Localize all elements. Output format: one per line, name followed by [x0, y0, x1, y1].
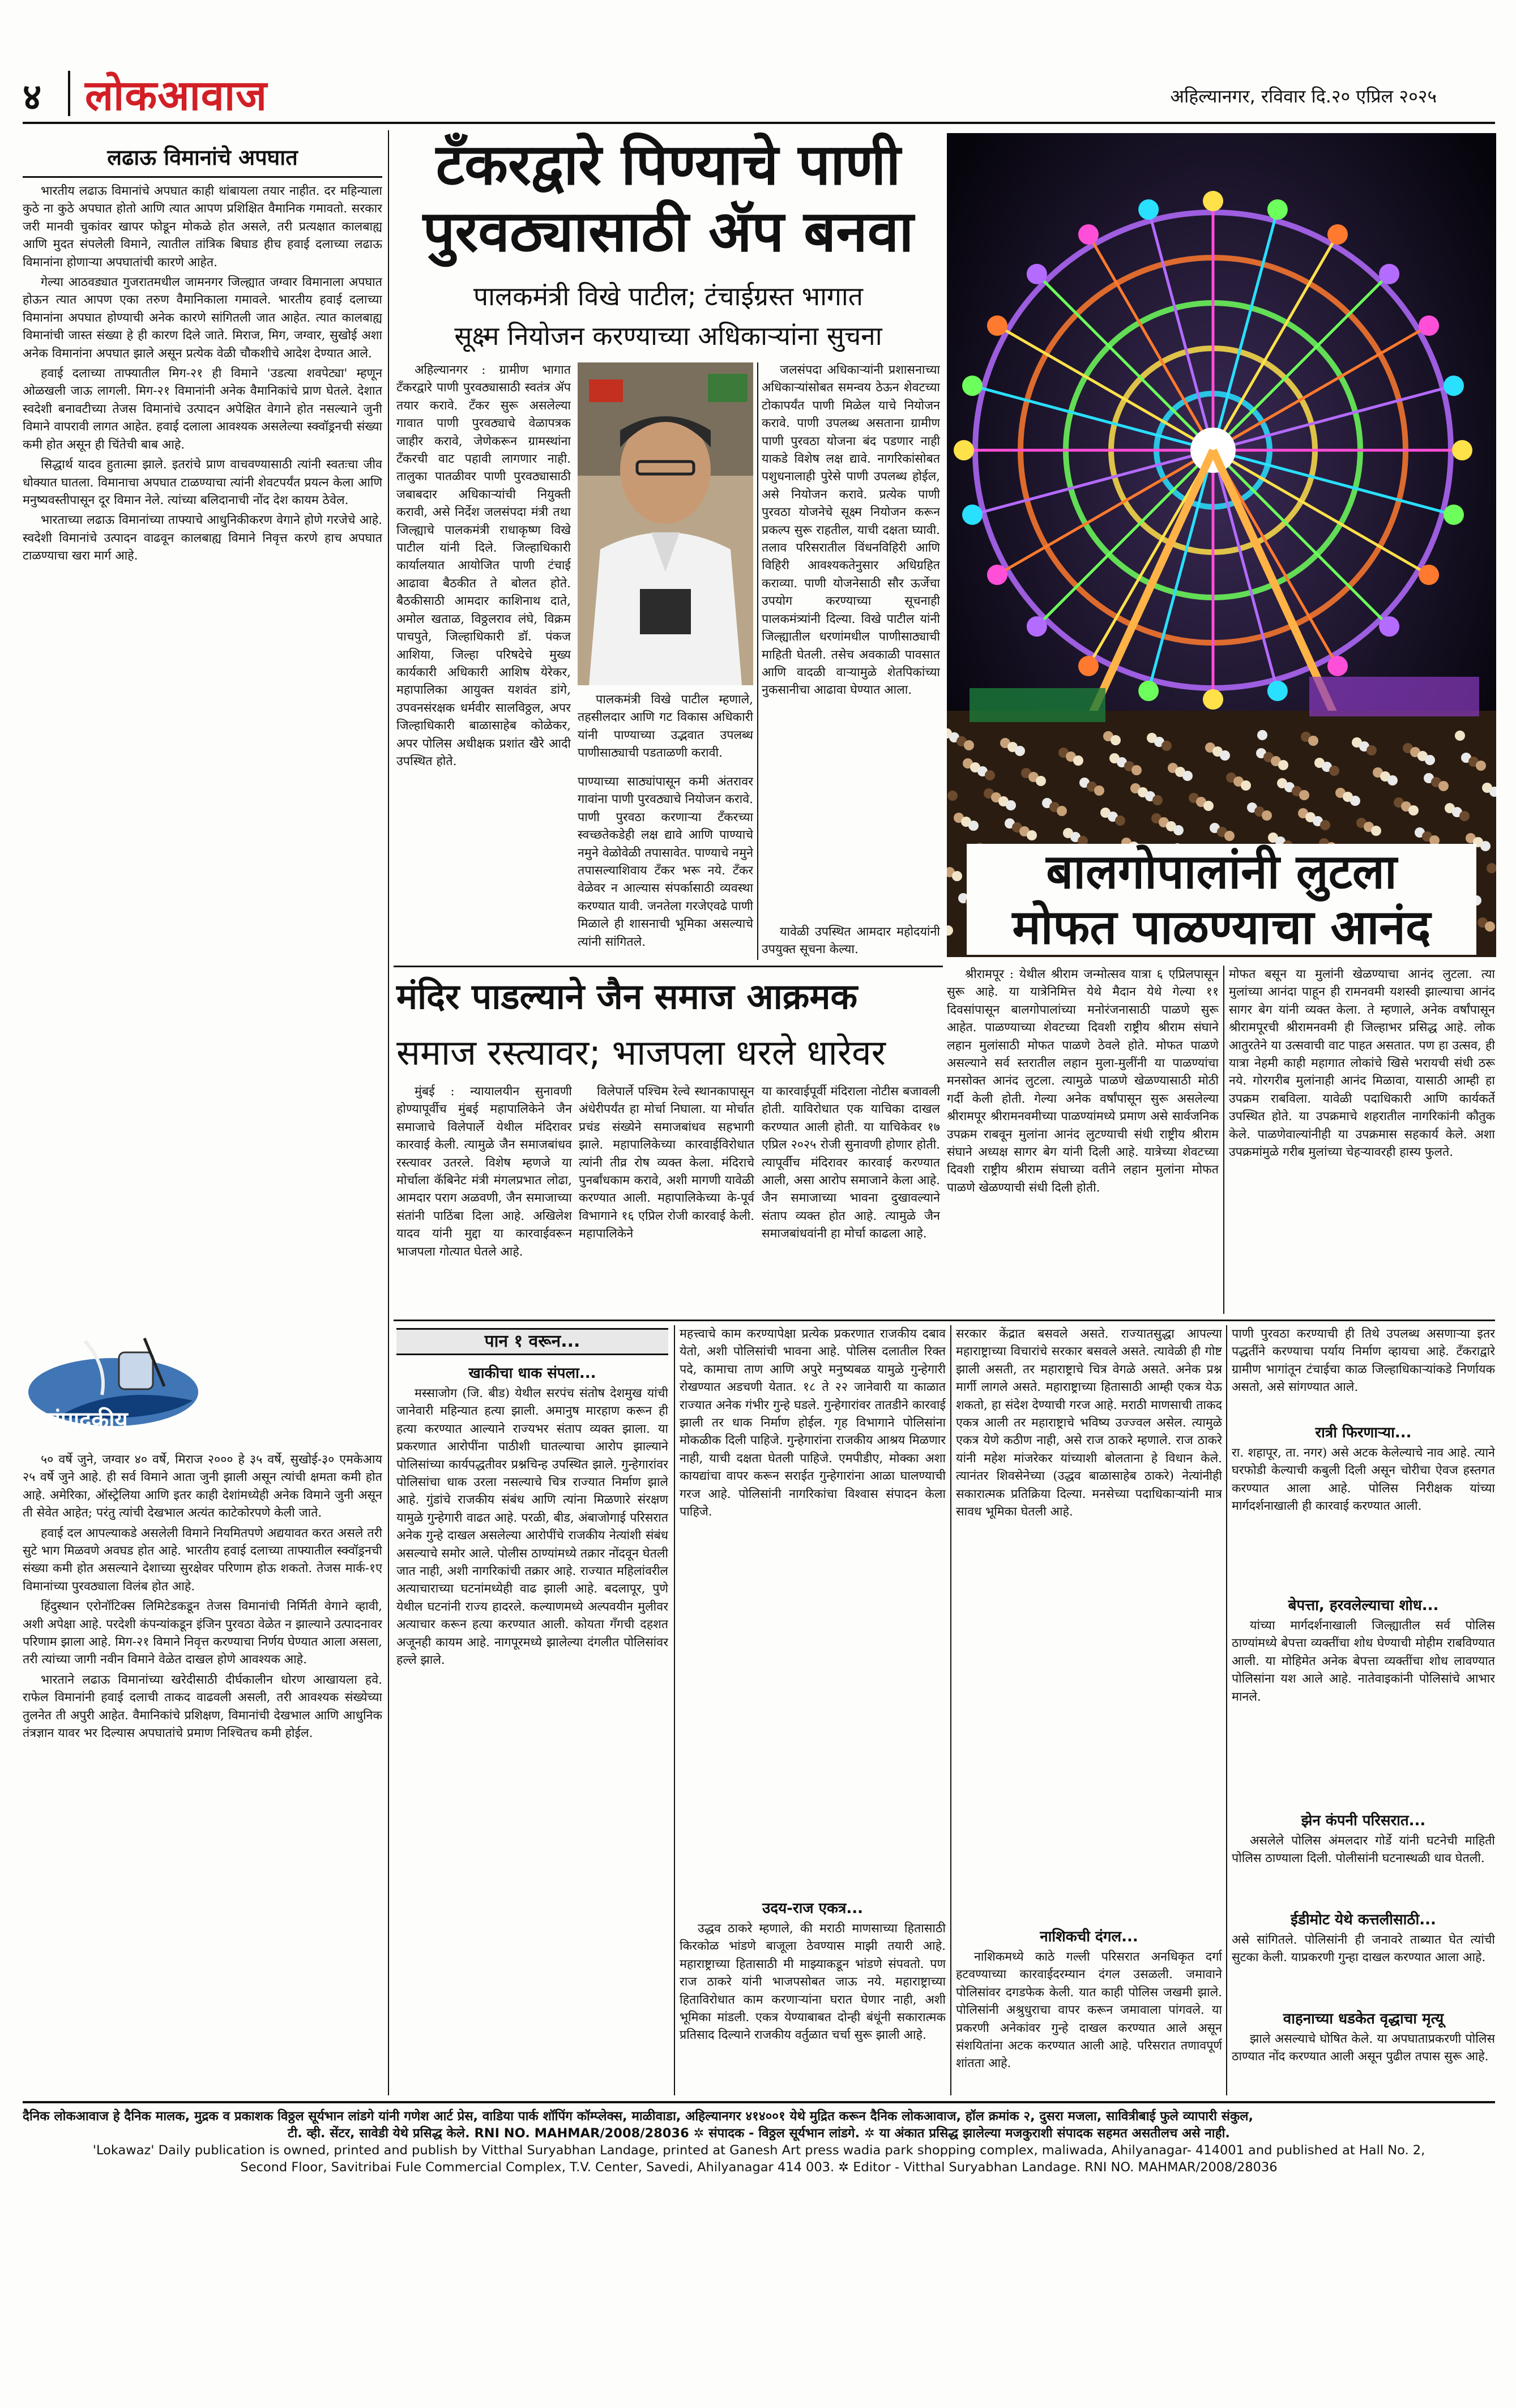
paragraph: हवाई दलाच्या ताफ्यातील मिग-२१ ही विमाने 'उडत्या शवपेट्या' म्हणून ओळखली जाऊ लागली. मिग-२१ विमानांनी अनेक वैमानिकांचे प्राण घेतले. देशात स्वदेशी बनावटीच्या तेजस विमानांचे उत्पादन अपेक्षित वेगाने होत नसल्याने जुनी विमाने वापरावी लागत आहेत. हवाई दलाला आवश्यक असलेल्या स्क्वॉड्रनची संख्या कमी होत असून ही चिंतेची बाब आहे.: [23, 366, 382, 452]
continued-col4b: रा. शहापूर, ता. नगर) असे अटक केलेल्याचे नाव आहे. त्याने घरफोडी केल्याची कबुली दिली असून चोरीचा ऐवज हस्तगत करण्यात आला आहे. पोलिस निरीक्षक यांच्या मार्गदर्शनाखाली ही कारवाई करण्यात आली.: [1232, 1446, 1495, 1514]
paragraph: गेल्या आठवड्यात गुजरातमधील जामनगर जिल्ह्यात जग्वार विमानाला अपघात होऊन त्यात आपण एका तरुण वैमानिकाला गमावले. भारतीय हवाई दलाच्या विमानांना अपघात होण्याची अनेक कारणे सांगितली जात आहेत. त्यात कालबाह्य विमानांची जास्त संख्या हे ही कारण दिले जाते. मिराज, मिग, जग्वार, सुखोई अशा अनेक विमानांना अपघात झाले असून प्रत्येक वेळी चौकशीचे आदेश देण्यात आले.: [23, 275, 382, 361]
continued-col4f: झाले असल्याचे घोषित केले. या अपघाताप्रकरणी पोलिस ठाण्यात नोंद करण्यात आली असून पुढील तपास सुरू आहे.: [1232, 2032, 1495, 2064]
fair-photo: [947, 133, 1496, 957]
editorial-logo: [23, 1333, 382, 1449]
main-article-col3-end: यावेळी उपस्थित आमदार महोदयांनी उपयुक्त सूचना केल्या.: [762, 925, 940, 957]
continued-col3: सरकार केंद्रात बसवले असते. राज्यातसुद्धा आपल्या महाराष्ट्राच्या विचारांचे सरकार बसवले असते. त्यावेळी ही गोष्ट झाली असती, तर महाराष्ट्राचे चित्र वेगळे असते. अनेक प्रश्न मार्गी लागले असते. महाराष्ट्राच्या हितासाठी आम्ही एकत्र येऊ शकतो, हा संदेश देण्याची गरज आहे. मराठी माणसाची ताकद एकत्र आली तर महाराष्ट्राचे भविष्य उज्ज्वल असेल. त्यामुळे एकत्र येणे कठीण नाही, असे राज ठाकरे म्हणाले. राज ठाकरे यांनी महेश मांजरेकर यांच्याशी बोलताना हे विधान केले. त्यानंतर शिवसेनेच्या (उद्धव बाळासाहेब ठाकरे) नेत्यांनीही सकारात्मक प्रतिक्रिया दिल्या. मनसेच्या पदाधिकाऱ्यांनी मात्र सावध भूमिका घेतली आहे.: [956, 1327, 1222, 1519]
paragraph: सिद्धार्थ यादव हुतात्मा झाले. इतरांचे प्राण वाचवण्यासाठी त्यांनी स्वतःचा जीव धोक्यात घातला. विमानाचा अपघात टाळण्याचा त्यांनी शेवटपर्यंत प्रयत्न केला आणि मनुष्यवस्तीपासून दूर विमान नेले. त्यांच्या बलिदानाची नोंद देश कायम ठेवेल.: [23, 458, 382, 507]
page-number: ४: [23, 76, 42, 118]
footer: [23, 2108, 1495, 2184]
continued-col2: महत्त्वाचे काम करण्यापेक्षा प्रत्येक प्रकरणात राजकीय दबाव येतो, अशी पोलिसांची भावना आहे. पोलिस दलातील रिक्त पदे, कामाचा ताण आणि अपुरे मनुष्यबळ यामुळे गुन्हेगारी रोखण्यात अडचणी येतात. १८ ते २२ जानेवारी या काळात राज्यात अनेक गंभीर गुन्हे घडले. गुन्हेगारांवर तातडीने कारवाई झाली तर धाक निर्माण होईल. गृह विभागाने पोलिसांना मोकळीक दिली पाहिजे. गुन्हेगारांना राजकीय आश्रय मिळणार नाही, याची दक्षता घेतली पाहिजे. एमपीडीए, मोक्का अशा कायद्यांचा वापर करून सराईत गुन्हेगारांना आळा घालण्याची गरज आहे. पोलिसांनी नागरिकांचा विश्वास संपादन केला पाहिजे.: [680, 1327, 946, 1519]
continued-col4e: असे सांगितले. पोलिसांनी ही जनावरे ताब्यात घेत त्यांची सुटका केली. याप्रकरणी गुन्हा दाखल करण्यात आला आहे.: [1232, 1933, 1495, 1965]
jain-headline: मंदिर पाडल्याने जैन समाज आक्रमक: [396, 976, 858, 1017]
title-underline: [23, 176, 382, 178]
paragraph: भारताच्या लढाऊ विमानांच्या ताफ्याचे आधुनिकीकरण वेगाने होणे गरजेचे आहे. स्वदेशी विमानांचे उत्पादन वाढवून कालबाह्य विमाने निवृत्त करणे हाच अपघात टाळण्याचा खरा मार्ग आहे.: [23, 513, 382, 563]
continued-col2b: उद्धव ठाकरे म्हणाले, की मराठी माणसाच्या हितासाठी किरकोळ भांडणे बाजूला ठेवण्यास माझी तयारी आहे. महाराष्ट्राच्या हितासाठी मी माझ्याकडून भांडणे संपवतो. पण राज ठाकरे यांनी भाजपसोबत जाऊ नये. महाराष्ट्राच्या हिताविरोधात काम करणाऱ्यांना घरात घेणार नाही, अशी भूमिका मांडली. एकत्र येण्याबाबत दोन्ही बंधूंनी सकारात्मक प्रतिसाद दिल्याने राजकीय वर्तुळात चर्चा सुरू झाली आहे.: [680, 1922, 946, 2043]
newspaper-logo: लोकआवाज: [85, 71, 268, 120]
story8-title: वाहनाच्या धडकेत वृद्धाचा मृत्यू: [1283, 2010, 1444, 2027]
portrait-image: [578, 362, 753, 685]
jain-col1: मुंबई : न्यायालयीन सुनावणी होण्यापूर्वीच मुंबई महापालिकेने जैन समाजाचे विलेपार्ले येथील मंदिरावर कारवाई केली. त्यामुळे जैन समाजबांधव रस्त्यावर उतरले. विशेष म्हणजे या मोर्चाला कॅबिनेट मंत्री मंगलप्रभात लोढा, आमदार पराग अळवणी, जैन समाजाच्या संतांनी पाठिंबा दिला आहे. अखिलेश यादव यांनी मुद्दा या कारवाईवरून भाजपला गोत्यात घेतले आहे.: [396, 1085, 572, 1259]
story2-title: उदय-राज एकत्र...: [762, 1900, 863, 1917]
left-article-body-lower: [23, 1451, 382, 2119]
left-article-body: [23, 182, 382, 1329]
story7-title: ईडीमोट येथे कत्तलीसाठी...: [1291, 1911, 1436, 1928]
story6-title: झेन कंपनी परिसरात...: [1301, 1812, 1426, 1829]
footer-line3: 'Lokawaz' Daily publication is owned, printed and publish by Vitthal Suryabhan Landage, printed at Ganesh Art press wadia park shopping complex, maliwada, Ahilyanagar- 414001 and published at Hall No. 2,: [92, 2143, 1425, 2158]
minister-photo: [578, 362, 753, 685]
date-line: अहिल्यानगर, रविवार दि.२० एप्रिल २०२५: [1170, 86, 1437, 107]
main-subheadline-line2: सूक्ष्म नियोजन करण्याच्या अधिकाऱ्यांना सुचना: [454, 321, 882, 351]
footer-rule: [23, 2101, 1495, 2103]
balgopal-headline-line2: मोफत पाळण्याचा आनंद: [967, 899, 1476, 955]
column-divider-main: [757, 362, 758, 960]
main-subheadline-line1: पालकमंत्री विखे पाटील; टंचाईग्रस्त भागात: [473, 281, 864, 311]
ferris-wheel-image: [947, 133, 1496, 957]
header-divider-vertical: [68, 71, 70, 116]
footer-line1: दैनिक लोकआवाज हे दैनिक मालक, मुद्रक व प्रकाशक विठ्ठल सूर्यभान लांडगे यांनी गणेश आर्ट प्रेस, वाडिया पार्क शॉपिंग कॉम्प्लेक्स, माळीवाडा, अहिल्यानगर ४१४००१ येथे मुद्रित करून दैनिक लोकआवाज, हॉल क्रमांक २, दुसरा मजला, सावित्रीबाई फुले व्यापारी संकुल,: [23, 2109, 1254, 2124]
left-article: [23, 133, 382, 2095]
story1-title: खाकीचा धाक संपला...: [468, 1365, 596, 1382]
main-article-col3: जलसंपदा अधिकाऱ्यांनी प्रशासनाच्या अधिकाऱ्यांसोबत समन्वय ठेऊन शेवटच्या टोकापर्यंत पाणी मिळेल याचे नियोजन करावे. पाणी उपलब्ध असताना ग्रामीण पाणी पुरवठा योजना बंद पडणार नाही याकडे विशेष लक्ष द्यावे. नागरिकांसोबत पशुधनालाही पुरेसे पाणी उपलब्ध होईल, असे नियोजन करावे. प्रत्येक पाणी पुरवठा योजनेचे सूक्ष्म नियोजन करून प्रकल्प सुरू राहतील, याची दक्षता घ्यावी. तलाव परिसरातील विंधनविहिरी आणि विहिरी आवश्यकतेनुसार अधिग्रहित कराव्या. पाणी योजनेसाठी सौर ऊर्जेचा उपयोग करण्याच्या सूचनाही पालकमंत्र्यांनी दिल्या. विखे पाटील यांनी जिल्ह्यातील धरणांमधील पाणीसाठ्याची माहिती घेतली. तसेच अवकाळी पावसात आणि वादळी वाऱ्यामुळे शेतपिकांच्या नुकसानीचा आढावा घेण्यात आला.: [762, 363, 940, 698]
column-divider-c2: [950, 1325, 951, 2095]
jain-subheadline: समाज रस्त्यावर; भाजपला धरले धारेवर: [396, 1032, 886, 1073]
footer-line4: Second Floor, Savitribai Fule Commercial Complex, T.V. Center, Savedi, Ahilyanagar 414 003. ✲ Editor - Vitthal Suryabhan Landage. RNI NO. MAHMAR/2008/28036: [240, 2160, 1278, 2175]
continued-col3b: नाशिकमध्ये काठे गल्ली परिसरात अनधिकृत दर्गा हटवण्याच्या कारवाईदरम्यान दंगल उसळली. जमावाने पोलिसांवर दगडफेक केली. यात काही पोलिस जखमी झाले. पोलिसांनी अश्रुधुराचा वापर करून जमावाला पांगवले. या प्रकरणी अनेकांवर गुन्हे दाखल करण्यात आले असून संशयितांना अटक करण्यात आली आहे. परिसरात तणावपूर्ण शांतता आहे.: [956, 1950, 1222, 2071]
footer-line2: टी. व्ही. सेंटर, सावेडी येथे प्रसिद्ध केले. RNI NO. MAHMAR/2008/28036 ✲ संपादक - विठ्ठल सूर्यभान लांडगे. ✲ या अंकात प्रसिद्ध झालेल्या मजकुराशी संपादक सहमत असतीलच असे नाही.: [288, 2126, 1230, 2141]
column-divider-c1: [674, 1325, 675, 2095]
continued-col4: पाणी पुरवठा करण्याची ही तिथे उपलब्ध असणाऱ्या इतर पद्धतींने करण्याचा पर्याय निर्माण व्हायचा आहे. टँकराद्वारे ग्रामीण भागांतून टंचाईचा काळ जिल्हाधिकाऱ्यांकडे निर्णायक असतो, असे सांगण्यात आले.: [1232, 1327, 1495, 1395]
jain-col3: या कारवाईपूर्वी मंदिराला नोटीस बजावली होती. याविरोधात एक याचिका दाखल करण्यात आली होती. या याचिकेवर १७ एप्रिल २०२५ रोजी सुनावणी होणार होती. त्यापूर्वीच मंदिरावर कारवाई करण्यात आली, असा आरोप समाजाने केला आहे. जैन समाजाच्या भावना दुखावल्याने संताप व्यक्त होत आहे. त्यामुळे जैन समाजबांधवांनी हा मोर्चा काढला आहे.: [762, 1085, 940, 1241]
story5-title: बेपत्ता, हरवलेल्याचा शोध...: [1288, 1597, 1439, 1614]
continued-label-box: [396, 1328, 668, 1355]
continued-col4d: असलेले पोलिस अंमलदार गोर्डे यांनी घटनेची माहिती पोलिस ठाण्याला दिली. पोलीसांनी घटनास्थळी धाव घेतली.: [1232, 1834, 1495, 1866]
main-article-col2b: पाण्याच्या साठ्यांपासून कमी अंतरावर गावांना पाणी पुरवठ्याचे नियोजन करावे. पाणी पुरवठा करणाऱ्या टँकरच्या स्वच्छतेकडेही लक्ष द्यावे आणि पाण्याचे नमुने वेळोवेळी तपासावेत. पाण्याचे नमुने तपासल्याशिवाय टँकर भरू नये. टँकर वेळेवर न आल्यास संपर्कासाठी व्यवस्था करण्यात यावी. जनतेला गरजेएवढे पाणी मिळाले ही शासनाची भूमिका असल्याचे त्यांनी सांगितले.: [578, 775, 753, 949]
main-article-col1: अहिल्यानगर : ग्रामीण भागात टँकरद्वारे पाणी पुरवठ्यासाठी स्वतंत्र ॲप तयार करावे. टँकर सुरू असलेल्या गावात पाणी पुरवठ्याचे वेळापत्रक जाहीर करावे, जेणेकरून ग्रामस्थांना टँकरची वाट पहावी लागणार नाही. तालुका पातळीवर पाणी पुरवठ्यासाठी जबाबदार अधिकाऱ्यांची नियुक्ती करावी, असे निर्देश जलसंपदा मंत्री तथा जिल्ह्याचे पालकमंत्री राधाकृष्ण विखे पाटील यांनी दिले. जिल्हाधिकारी कार्यालयात आयोजित पाणी टंचाई आढावा बैठकीत ते बोलत होते. बैठकीसाठी आमदार काशिनाथ दाते, अमोल खताळ, विठ्ठलराव लंघे, विक्रम पाचपुते, जिल्हाधिकारी डॉ. पंकज आशिया, जिल्हा परिषदेचे मुख्य कार्यकारी अधिकारी आशिष येरेकर, महापालिका आयुक्त यशवंत डांगे, उपवनसंरक्षक धर्मवीर सालविठ्ठल, अपर जिल्हाधिकारी बाळासाहेब कोळेकर, अपर पोलिस अधीक्षक प्रशांत खैरे आदी उपस्थित होते.: [396, 363, 571, 768]
story3-title: नाशिकची दंगल...: [1040, 1928, 1138, 1945]
continued-top-rule: [394, 1320, 1495, 1321]
balgopal-col1: श्रीरामपूर : येथील श्रीराम जन्मोत्सव यात्रा ६ एप्रिलपासून सुरू आहे. या यात्रेनिमित्त येथे मैदान येथे गेल्या ११ दिवसांपासून बालगोपालांच्या मनोरंजनासाठी पाळणे सुरू आहेत. पाळण्याच्या शेवटच्या दिवशी राष्ट्रीय श्रीराम संघाने लहान मुलांसाठी मोफत पाळणे ठेवले होते. मोफत पाळणे असल्याने सर्व स्तरातील लहान मुला-मुलींनी या पाळण्यांचा मनसोक्त आनंद लुटला. त्यामुळे पाळणे खेळण्यासाठी मोठी गर्दी केली होती. गेल्या अनेक वर्षांपासून सुरू असलेल्या श्रीरामपूर श्रीरामनवमीच्या पाळण्यांमध्ये प्रमाण असे सार्वजनिक उपक्रम राबवून मुलांना आनंद लुटण्याची संधी राष्ट्रीय श्रीराम संघाने अध्यक्ष सागर बेग यांनी दिली आहे. यात्रेच्या शेवटच्या दिवशी राष्ट्रीय श्रीराम संघाच्या वतीने लहान मुलांना मोफत पाळणे खेळण्याची संधी दिली होती.: [947, 967, 1219, 1195]
column-divider-left: [388, 130, 389, 2095]
continued-col4c: यांच्या मार्गदर्शनाखाली जिल्ह्यातील सर्व पोलिस ठाण्यांमध्ये बेपत्ता व्यक्तींचा शोध घेण्याची मोहीम राबविण्यात आली. या मोहिमेत अनेक बेपत्ता व्यक्तींचा शोध लावण्यात पोलिसांना यश आले आहे. नातेवाइकांनी पोलिसांचे आभार मानले.: [1232, 1619, 1495, 1704]
story4-title: रात्री फिरणाऱ्या...: [1315, 1424, 1412, 1441]
paragraph: हिंदुस्थान एरोनॉटिक्स लिमिटेडकडून तेजस विमानांची निर्मिती वेगाने व्हावी, अशी अपेक्षा आहे. परदेशी कंपन्यांकडून इंजिन पुरवठा वेळेत न झाल्याने उत्पादनावर परिणाम झाला आहे. मिग-२१ विमाने निवृत्त करण्याचा निर्णय घेण्यात आला असला, तरी त्यांच्या जागी नवीन विमाने वेळेत दाखल होणे आवश्यक आहे.: [23, 1599, 382, 1667]
main-headline-line1: टँकरद्वारे पिण्याचे पाणी: [435, 131, 901, 198]
header-rule: [23, 122, 1495, 124]
column-divider-balgopal: [1223, 966, 1224, 1314]
main-headline-line2: पुरवठ्यासाठी ॲप बनवा: [422, 198, 914, 264]
jain-top-rule: [394, 966, 943, 967]
paragraph: हवाई दल आपल्याकडे असलेली विमाने नियमितपणे अद्ययावत करत असले तरी सुटे भाग मिळवणे अवघड होत आहे. भारतीय हवाई दलाच्या ताफ्यातील स्क्वॉड्रनची संख्या कमी होत असल्याने देशाच्या सुरक्षेवर परिणाम होऊ शकतो. तेजस मार्क-१ए विमानांच्या पुरवठ्याला विलंब होत आहे.: [23, 1526, 382, 1594]
editorial-label: संपादकीय: [45, 1407, 128, 1433]
balgopal-headline-box: [947, 844, 1496, 957]
paragraph: ५० वर्षे जुने, जग्वार ४० वर्षे, मिराज २००० हे ३५ वर्षे, सुखोई-३० एमकेआय २५ वर्षे जुने आहे. ही सर्व विमाने आता जुनी झाली असून त्यांची क्षमता कमी होत आहे. अमेरिका, ऑस्ट्रेलिया आणि इतर काही देशांमध्येही अनेक विमाने जुनी असून ती सेवेत आहेत; परंतु त्यांची देखभाल अत्यंत काटेकोरपणे केली जाते.: [23, 1453, 382, 1521]
jain-col2: विलेपार्ले पश्चिम रेल्वे स्थानकापासून अंधेरीपर्यंत हा मोर्चा निघाला. या मोर्चात प्रचंड संख्येने समाजबांधव सहभागी झाले. महापालिकेच्या कारवाईविरोधात त्यांनी तीव्र रोष व्यक्त केला. मंदिराचे पुनर्बांधकाम करावे, अशी मागणी यावेळी करण्यात आली. महापालिकेच्या के-पूर्व विभागाने १६ एप्रिल रोजी कारवाई केली. महापालिकेने: [579, 1085, 754, 1241]
paragraph: भारताने लढाऊ विमानांच्या खरेदीसाठी दीर्घकालीन धोरण आखायला हवे. राफेल विमानांनी हवाई दलाची ताकद वाढवली असली, तरी आवश्यक संख्येच्या तुलनेत ती अपुरी आहेत. वैमानिकांचे प्रशिक्षण, विमानांची देखभाल आणि आधुनिक तंत्रज्ञान यावर भर दिल्यास अपघातांचे प्रमाण निश्चितच कमी होईल.: [23, 1672, 382, 1741]
paragraph: भारतीय लढाऊ विमानांचे अपघात काही थांबायला तयार नाहीत. दर महिन्याला कुठे ना कुठे अपघात होतो आणि त्यात आपण प्रशिक्षित वैमानिक गमावतो. सरकार जरी मानवी चुकांवर खापर फोडून मोकळे होत असले, तरी प्रत्यक्षात कालबाह्य आणि मुदत संपलेली विमाने, त्यातील तांत्रिक बिघाड हीच हवाई दलाच्या लढाऊ विमानांना होणाऱ्या अपघातांची कारणे आहेत.: [23, 184, 382, 270]
continued-col1: मस्साजोग (जि. बीड) येथील सरपंच संतोष देशमुख यांची जानेवारी महिन्यात हत्या झाली. अमानुष मारहाण करून ही हत्या करण्यात आल्याने राज्यभर संताप व्यक्त झाला. या प्रकरणात आरोपींना पाठीशी घातल्याचा आरोप झाल्याने पोलिसांच्या कार्यपद्धतीवर प्रश्नचिन्ह उपस्थित झाले. गुन्हेगारांवर पोलिसांचा धाक उरला नसल्याचे चित्र राज्यात निर्माण झाले आहे. गुंडांचे राजकीय संबंध आणि त्यांना मिळणारे संरक्षण यामुळे गुन्हेगारी वाढत आहे. परळी, बीड, अंबाजोगाई परिसरात अनेक गुन्हे दाखल असलेल्या आरोपींचे राजकीय नेत्यांशी संबंध असल्याचे समोर आले. पोलीस ठाण्यांमध्ये तक्रार नोंदवून घेतली जात नाही, अशी नागरिकांची तक्रार आहे. राज्यात महिलांवरील अत्याचाराच्या घटनांमध्येही वाढ झाली आहे. बदलापूर, पुणे येथील घटनांनी राज्य हादरले. कल्याणमध्ये अल्पवयीन मुलीवर अत्याचार करून हत्या करण्यात आली. कोयता गँगची दहशत अजूनही कायम आहे. नागपूरमध्ये झालेल्या दंगलीत पोलिसांवर हल्ले झाले.: [396, 1386, 668, 1668]
left-article-title: लढाऊ विमानांचे अपघात: [107, 145, 298, 170]
continued-label: पान १ वरून...: [484, 1331, 580, 1351]
balgopal-col2: मोफत बसून या मुलांनी खेळण्याचा आनंद लुटला. त्या मुलांच्या आनंदा पाहून ही रामनवमी यशस्वी झाल्याचा आनंद सागर बेग यांनी व्यक्त केला. ते म्हणाले, अनेक वर्षांपासून श्रीरामपूरची श्रीरामनवमी ही जिल्हाभर प्रसिद्ध आहे. लोक आतुरतेने या उत्सवाची वाट पाहत असतात. पण हा उत्सव, ही यात्रा नेहमी काही महागात लोकांचे खिसे भरायची संधी ठरू नये. गोरगरीब मुलांनाही आनंद मिळावा, यासाठी आम्ही हा उपक्रम राबविला. यावेळी पदाधिकारी आणि कार्यकर्ते उपस्थित होते. या उपक्रमाचे शहरातील नागरिकांनी कौतुक केले. पाळणेवाल्यांनीही या उपक्रमास सहकार्य केले. अशा उपक्रमांमुळे गरीब मुलांच्या चेहऱ्यावरही हास्य फुलते.: [1229, 967, 1495, 1160]
column-divider-c3: [1226, 1325, 1227, 2095]
balgopal-headline-line1: बालगोपालांनी लुटला: [967, 844, 1476, 899]
main-article-col2a: पालकमंत्री विखे पाटील म्हणाले, तहसीलदार आणि गट विकास अधिकारी यांनी पाण्याच्या उद्भवात उपलब्ध पाणीसाठ्याची पडताळणी करावी.: [578, 693, 753, 761]
